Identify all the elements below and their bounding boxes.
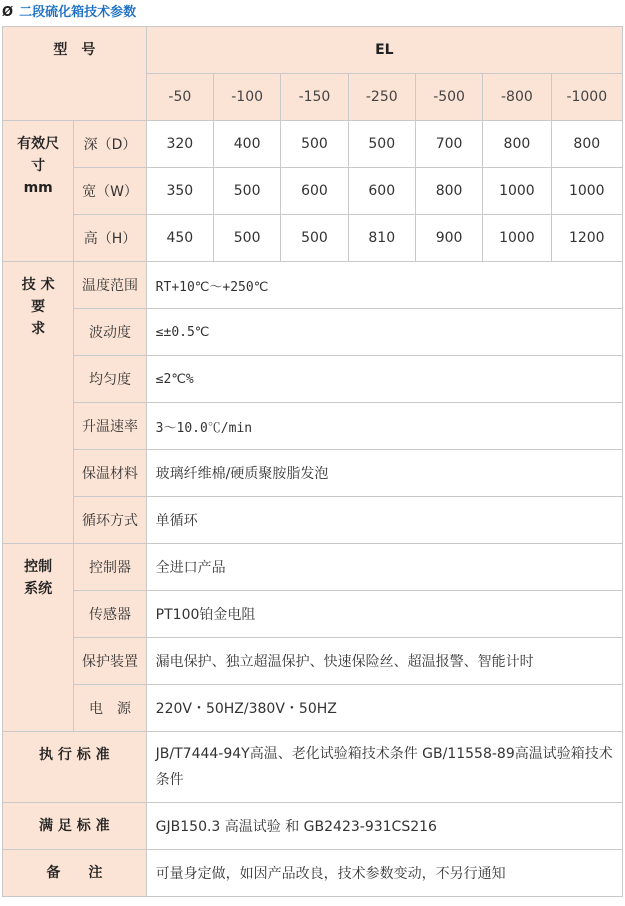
control-row — [3, 544, 623, 591]
value-cell: 500 — [213, 215, 280, 262]
spec-table — [2, 26, 623, 897]
row-label: 高（H） — [74, 215, 146, 262]
note-value: 可量身定做，如因产品改良，技术参数变动，不另行通知 — [146, 850, 622, 897]
value-cell: RT+10℃～+250℃ — [146, 262, 622, 309]
standard-value: JB/T7444-94Y高温、老化试验箱技术条件 GB/11558-89高温试验箱技术条件 — [146, 732, 622, 803]
note-label: 备 注 — [3, 850, 147, 897]
row-label: 保护装置 — [74, 638, 146, 685]
dimension-row — [3, 121, 623, 168]
tech-row — [3, 403, 623, 450]
satisfy-row — [3, 803, 623, 850]
value-cell: 600 — [281, 168, 348, 215]
tech-row — [3, 262, 623, 309]
tech-row — [3, 309, 623, 356]
value-cell: 220V・50HZ/380V・50HZ — [146, 685, 622, 732]
value-cell: 800 — [551, 121, 622, 168]
row-label: 传感器 — [74, 591, 146, 638]
control-row — [3, 638, 623, 685]
satisfy-value: GJB150.3 高温试验 和 GB2423-931CS216 — [146, 803, 622, 850]
value-cell: 全进口产品 — [146, 544, 622, 591]
value-cell: 350 — [146, 168, 213, 215]
tech-row — [3, 497, 623, 544]
value-cell: 1000 — [483, 168, 551, 215]
value-cell: 600 — [348, 168, 415, 215]
value-cell: 1200 — [551, 215, 622, 262]
row-label: 深（D） — [74, 121, 146, 168]
value-cell: 450 — [146, 215, 213, 262]
row-label: 温度范围 — [74, 262, 146, 309]
value-cell: 1000 — [483, 215, 551, 262]
value-cell: 玻璃纤维棉/硬质聚胺脂发泡 — [146, 450, 622, 497]
value-cell: 800 — [483, 121, 551, 168]
model-cell: -150 — [281, 74, 348, 121]
dimension-row — [3, 215, 623, 262]
model-label: 型 号 — [3, 27, 147, 121]
control-row — [3, 591, 623, 638]
row-label: 均匀度 — [74, 356, 146, 403]
value-cell: 500 — [281, 215, 348, 262]
value-cell: 500 — [348, 121, 415, 168]
note-row — [3, 850, 623, 897]
row-label: 波动度 — [74, 309, 146, 356]
value-cell: 800 — [415, 168, 482, 215]
value-cell: 单循环 — [146, 497, 622, 544]
model-cell: -1000 — [551, 74, 622, 121]
bullet-icon: Ø — [2, 5, 14, 20]
value-cell: 400 — [213, 121, 280, 168]
tech-row — [3, 356, 623, 403]
value-cell: 900 — [415, 215, 482, 262]
row-label: 保温材料 — [74, 450, 146, 497]
value-cell: ≤2℃% — [146, 356, 622, 403]
model-cell: -100 — [213, 74, 280, 121]
model-cell: -250 — [348, 74, 415, 121]
value-cell: 320 — [146, 121, 213, 168]
tech-group-label: 技 术 要 求 — [3, 262, 74, 544]
standard-row — [3, 732, 623, 803]
tech-row — [3, 450, 623, 497]
model-cell: -50 — [146, 74, 213, 121]
section-title — [2, 3, 136, 23]
row-label: 循环方式 — [74, 497, 146, 544]
row-label: 升温速率 — [74, 403, 146, 450]
satisfy-label: 满 足 标 准 — [3, 803, 147, 850]
value-cell: 700 — [415, 121, 482, 168]
standard-label: 执 行 标 准 — [3, 732, 147, 803]
value-cell: 1000 — [551, 168, 622, 215]
dimension-group-label: 有效尺 寸 mm — [3, 121, 74, 262]
value-cell: ≤±0.5℃ — [146, 309, 622, 356]
row-label: 控制器 — [74, 544, 146, 591]
control-row — [3, 685, 623, 732]
series-label: EL — [146, 27, 622, 74]
value-cell: 500 — [213, 168, 280, 215]
model-cell: -800 — [483, 74, 551, 121]
control-group-label: 控制 系统 — [3, 544, 74, 732]
row-label: 电 源 — [74, 685, 146, 732]
dimension-row — [3, 168, 623, 215]
value-cell: 3～10.0℃/min — [146, 403, 622, 450]
value-cell: 漏电保护、独立超温保护、快速保险丝、超温报警、智能计时 — [146, 638, 622, 685]
value-cell: PT100铂金电阻 — [146, 591, 622, 638]
header-row — [3, 27, 623, 74]
section-title-text: 二段硫化箱技术参数 — [19, 5, 137, 20]
row-label: 宽（W） — [74, 168, 146, 215]
model-cell: -500 — [415, 74, 482, 121]
value-cell: 500 — [281, 121, 348, 168]
value-cell: 810 — [348, 215, 415, 262]
